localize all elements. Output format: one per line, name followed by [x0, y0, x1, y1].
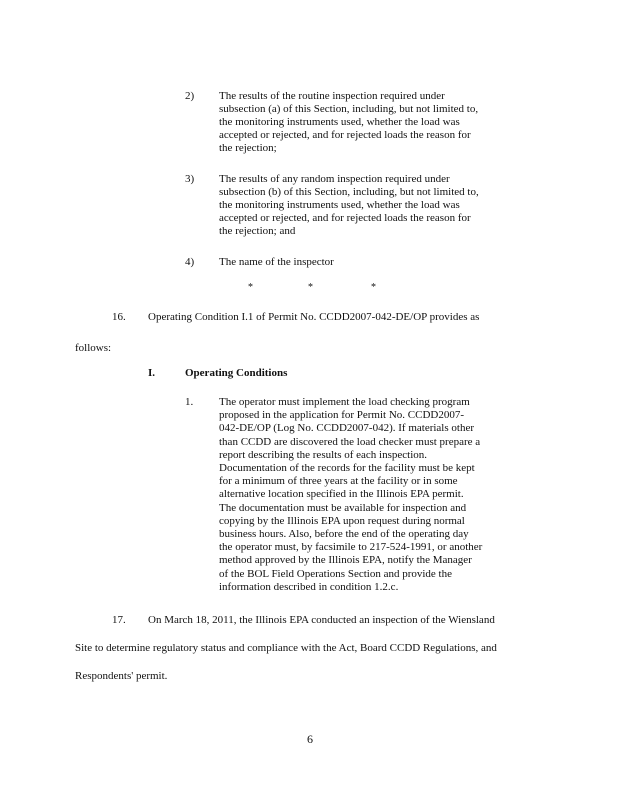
- text-line: the rejection;: [219, 142, 277, 154]
- list-item-text: [219, 256, 334, 269]
- paragraph-text: On March 18, 2011, the Illinois EPA conducted an inspection of the Wiensland: [148, 614, 495, 626]
- text-line: report describing the results of each inspection.: [219, 448, 428, 461]
- text-line: accepted or rejected, and for rejected loads the reason for: [219, 212, 471, 224]
- condition-number: 1.: [185, 396, 194, 408]
- text-line: The name of the inspector: [219, 256, 334, 268]
- text-line: the monitoring instruments used, whether the load was: [219, 199, 460, 211]
- text-line: the operator must, by facsimile to 217-524-1991, or another: [219, 541, 483, 554]
- paragraph-text: Operating Condition I.1 of Permit No. CCDD2007-042-DE/OP provides as: [148, 311, 480, 323]
- paragraph-text: follows:: [75, 342, 112, 354]
- text-line: subsection (b) of this Section, including, but not limited to,: [219, 186, 479, 198]
- text-line: for a minimum of three years at the facility or in some: [219, 475, 458, 488]
- text-line: than CCDD are discovered the load checker must prepare a: [219, 435, 481, 448]
- list-item-number: 2): [185, 90, 195, 102]
- paragraph-number: 17.: [112, 614, 126, 626]
- list-item-text: [219, 90, 478, 155]
- text-line: alternative location specified in the Illinois EPA permit.: [219, 488, 464, 501]
- text-line: The documentation must be available for inspection and: [219, 501, 467, 514]
- text-line: accepted or rejected, and for rejected loads the reason for: [219, 129, 471, 141]
- paragraph-text: Site to determine regulatory status and compliance with the Act, Board CCDD Regulations, and: [75, 642, 497, 654]
- text-line: method approved by the Illinois EPA, notify the Manager: [219, 554, 472, 567]
- ellipsis-star: *: [371, 282, 376, 293]
- ellipsis-star: *: [308, 282, 313, 293]
- text-line: information described in condition 1.2.c.: [219, 580, 399, 593]
- text-line: proposed in the application for Permit No. CCDD2007-: [219, 409, 465, 422]
- text-line: The results of the routine inspection required under: [219, 90, 445, 102]
- text-line: of the BOL Field Operations Section and provide the: [219, 567, 452, 580]
- section-heading-number: I.: [148, 367, 156, 379]
- text-line: The operator must implement the load checking program: [219, 396, 470, 408]
- text-line: 042-DE/OP (Log No. CCDD2007-042). If materials other: [219, 422, 474, 435]
- ellipsis-star: *: [248, 282, 253, 293]
- list-item-text: [219, 173, 479, 238]
- text-line: business hours. Also, before the end of the operating day: [219, 528, 469, 541]
- paragraph-text: Respondents' permit.: [75, 670, 168, 682]
- list-item-number: 3): [185, 173, 195, 185]
- text-line: The results of any random inspection required under: [219, 173, 450, 185]
- page-number: 6: [307, 732, 313, 746]
- paragraph-number: 16.: [112, 311, 126, 323]
- text-line: copying by the Illinois EPA upon request during normal: [219, 514, 465, 527]
- section-heading-title: Operating Conditions: [185, 367, 288, 379]
- text-line: subsection (a) of this Section, including, but not limited to,: [219, 103, 479, 115]
- text-line: the rejection; and: [219, 225, 296, 237]
- list-item-number: 4): [185, 256, 195, 268]
- text-line: the monitoring instruments used, whether the load was: [219, 116, 460, 128]
- text-line: Documentation of the records for the facility must be kept: [219, 462, 475, 475]
- condition-text: [219, 396, 482, 594]
